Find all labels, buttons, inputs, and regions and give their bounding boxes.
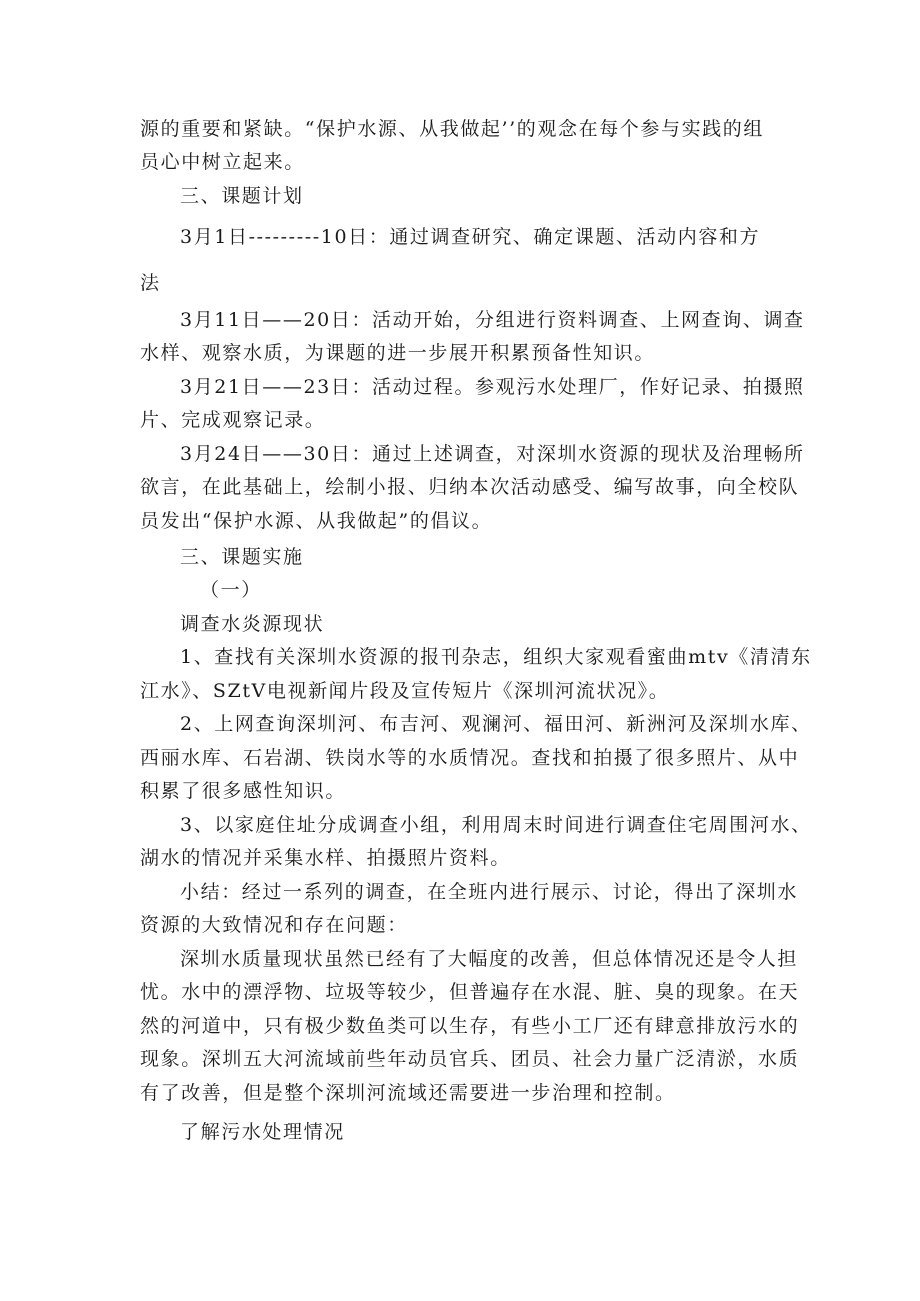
section-heading: 三、课题实施	[180, 546, 304, 568]
paragraph-line: 江水》、SZtV电视新闻片段及宣传短片《深圳河流状况》。	[140, 680, 670, 702]
paragraph-line: 深圳水质量现状虽然已经有了大幅度的改善，但总体情况还是令人担	[180, 948, 799, 970]
paragraph-line: 湖水的情况并采集水样、拍摄照片资料。	[140, 847, 511, 869]
paragraph-line: 3月11日——20日：活动开始，分组进行资料调查、上网查询、调查	[180, 309, 805, 331]
paragraph-line: 忧。水中的漂浮物、垃圾等较少，但普遍存在水混、脏、臭的现象。在天	[140, 981, 800, 1003]
paragraph-line: 有了改善，但是整个深圳河流域还需要进一步治理和控制。	[140, 1082, 676, 1104]
paragraph-line: 员心中树立起来。	[140, 151, 305, 173]
paragraph-line: 1、查找有关深圳水资源的报刊杂志，组织大家观看蜜曲mtv《清清东	[180, 646, 812, 668]
paragraph-line: 小结：经过一系列的调查，在全班内进行展示、讨论，得出了深圳水	[180, 881, 799, 903]
subsection-title: 了解污水处理情况	[180, 1121, 345, 1143]
paragraph-line: 源的重要和紧缺。“保护水源、从我做起’’的观念在每个参与实践的组	[140, 118, 764, 140]
paragraph-line: 3月24日——30日：通过上述调查，对深圳水资源的现状及治理畅所	[180, 443, 805, 465]
paragraph-line: 积累了很多感性知识。	[140, 780, 347, 802]
paragraph-line: 3、以家庭住址分成调查小组，利用周末时间进行调查住宅周围河水、	[180, 814, 812, 836]
paragraph-line: 法	[140, 272, 161, 294]
paragraph-line: 现象。深圳五大河流域前些年动员官兵、团员、社会力量广泛清淤，水质	[140, 1048, 800, 1070]
subsection-number: （一）	[200, 579, 262, 601]
paragraph-line: 西丽水库、石岩湖、铁岗水等的水质情况。查找和拍摄了很多照片、从中	[140, 747, 800, 769]
paragraph-line: 水样、观察水质，为课题的进一步展开积累预备性知识。	[140, 342, 656, 364]
section-heading: 三、课题计划	[180, 185, 304, 207]
paragraph-line: 欲言，在此基础上，绘制小报、归纳本次活动感受、编写故事，向全校队	[140, 476, 800, 498]
subsection-title: 调查水炎源现状	[180, 613, 325, 635]
paragraph-line: 片、完成观察记录。	[140, 409, 326, 431]
paragraph-line: 员发出“保护水源、从我做起”的倡议。	[140, 510, 493, 532]
paragraph-line: 然的河道中，只有极少数鱼类可以生存，有些小工厂还有肆意排放污水的	[140, 1015, 800, 1037]
paragraph-line: 2、上网查询深圳河、布吉河、观澜河、福田河、新洲河及深圳水库、	[180, 713, 812, 735]
paragraph-line: 资源的大致情况和存在问题：	[140, 914, 408, 936]
paragraph-line: 3月1日---------10日：通过调查研究、确定课题、活动内容和方	[180, 226, 761, 248]
paragraph-line: 3月21日——23日：活动过程。参观污水处理厂，作好记录、拍摄照	[180, 376, 805, 398]
